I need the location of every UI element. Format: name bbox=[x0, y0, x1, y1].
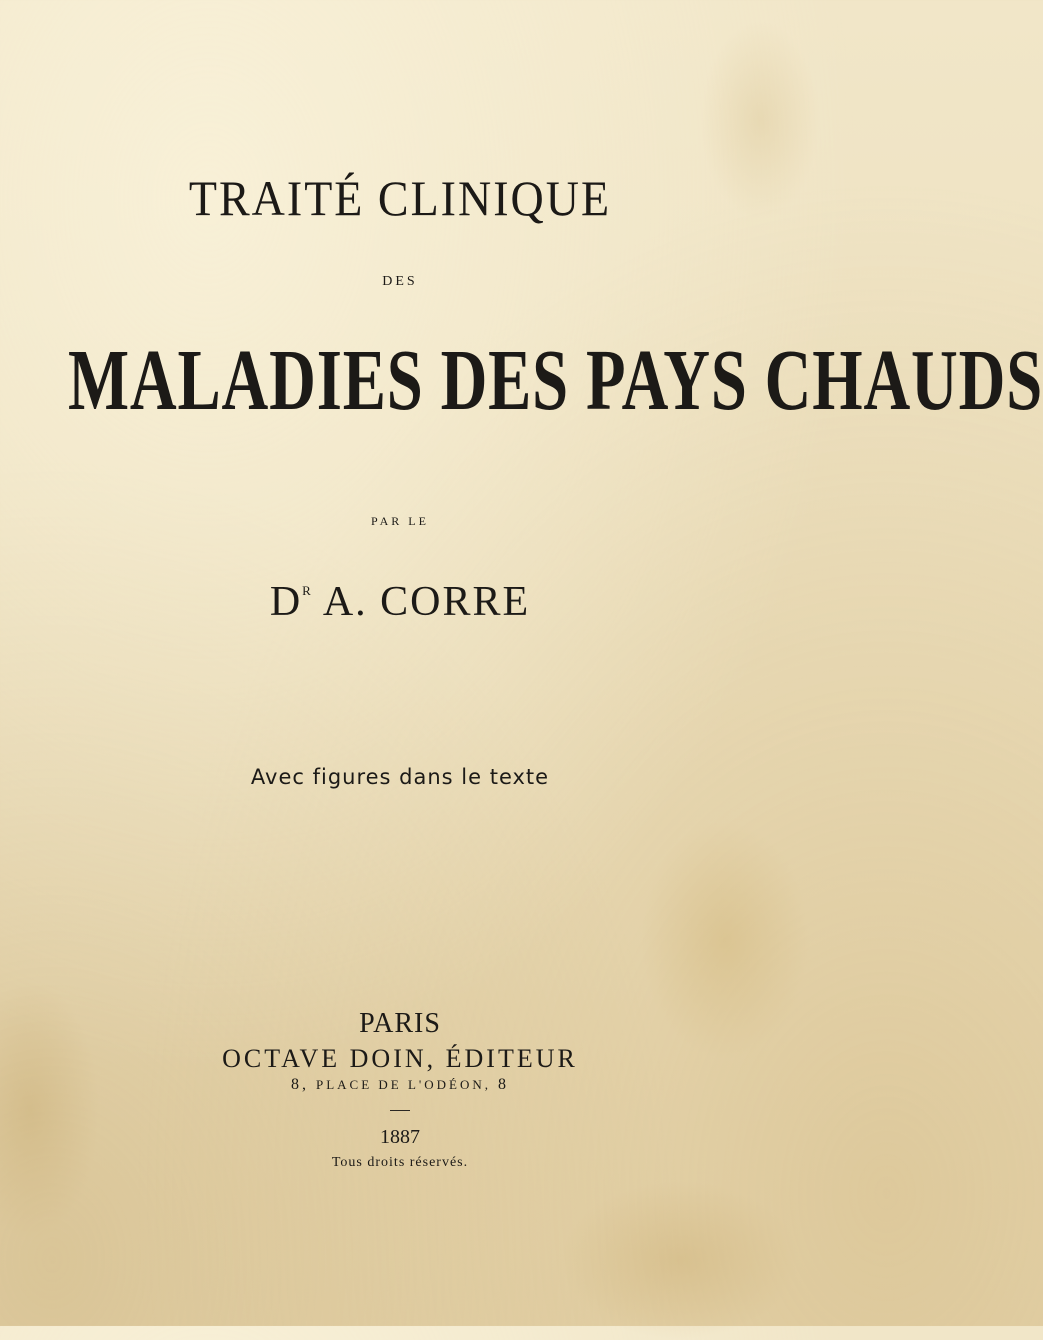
imprint-address bbox=[0, 1076, 800, 1094]
author-prefix: D bbox=[269, 579, 303, 625]
author-surname: A. CORRE bbox=[322, 579, 531, 625]
imprint-city: PARIS bbox=[359, 1008, 441, 1039]
byline-par-le: PAR LE bbox=[371, 514, 429, 528]
imprint-year: 1887 bbox=[380, 1126, 420, 1148]
title-line-3: MALADIES DES PAYS CHAUDS bbox=[68, 330, 1043, 429]
address-place: PLACE DE L'ODÉON, bbox=[315, 1077, 492, 1092]
paper-stain bbox=[560, 1180, 800, 1340]
imprint-publisher: OCTAVE DOIN, ÉDITEUR bbox=[222, 1044, 578, 1073]
separator-dash bbox=[390, 1110, 410, 1111]
address-number: 8, bbox=[290, 1076, 309, 1093]
title-line-1: TRAITÉ CLINIQUE bbox=[188, 170, 612, 227]
author-name bbox=[0, 578, 800, 626]
title-line-2: DES bbox=[382, 274, 418, 289]
subtitle: Avec figures dans le texte bbox=[250, 765, 550, 789]
imprint-rights: Tous droits réservés. bbox=[331, 1155, 469, 1170]
address-number-end: 8 bbox=[498, 1076, 510, 1093]
author-prefix-superscript: R bbox=[302, 583, 313, 598]
